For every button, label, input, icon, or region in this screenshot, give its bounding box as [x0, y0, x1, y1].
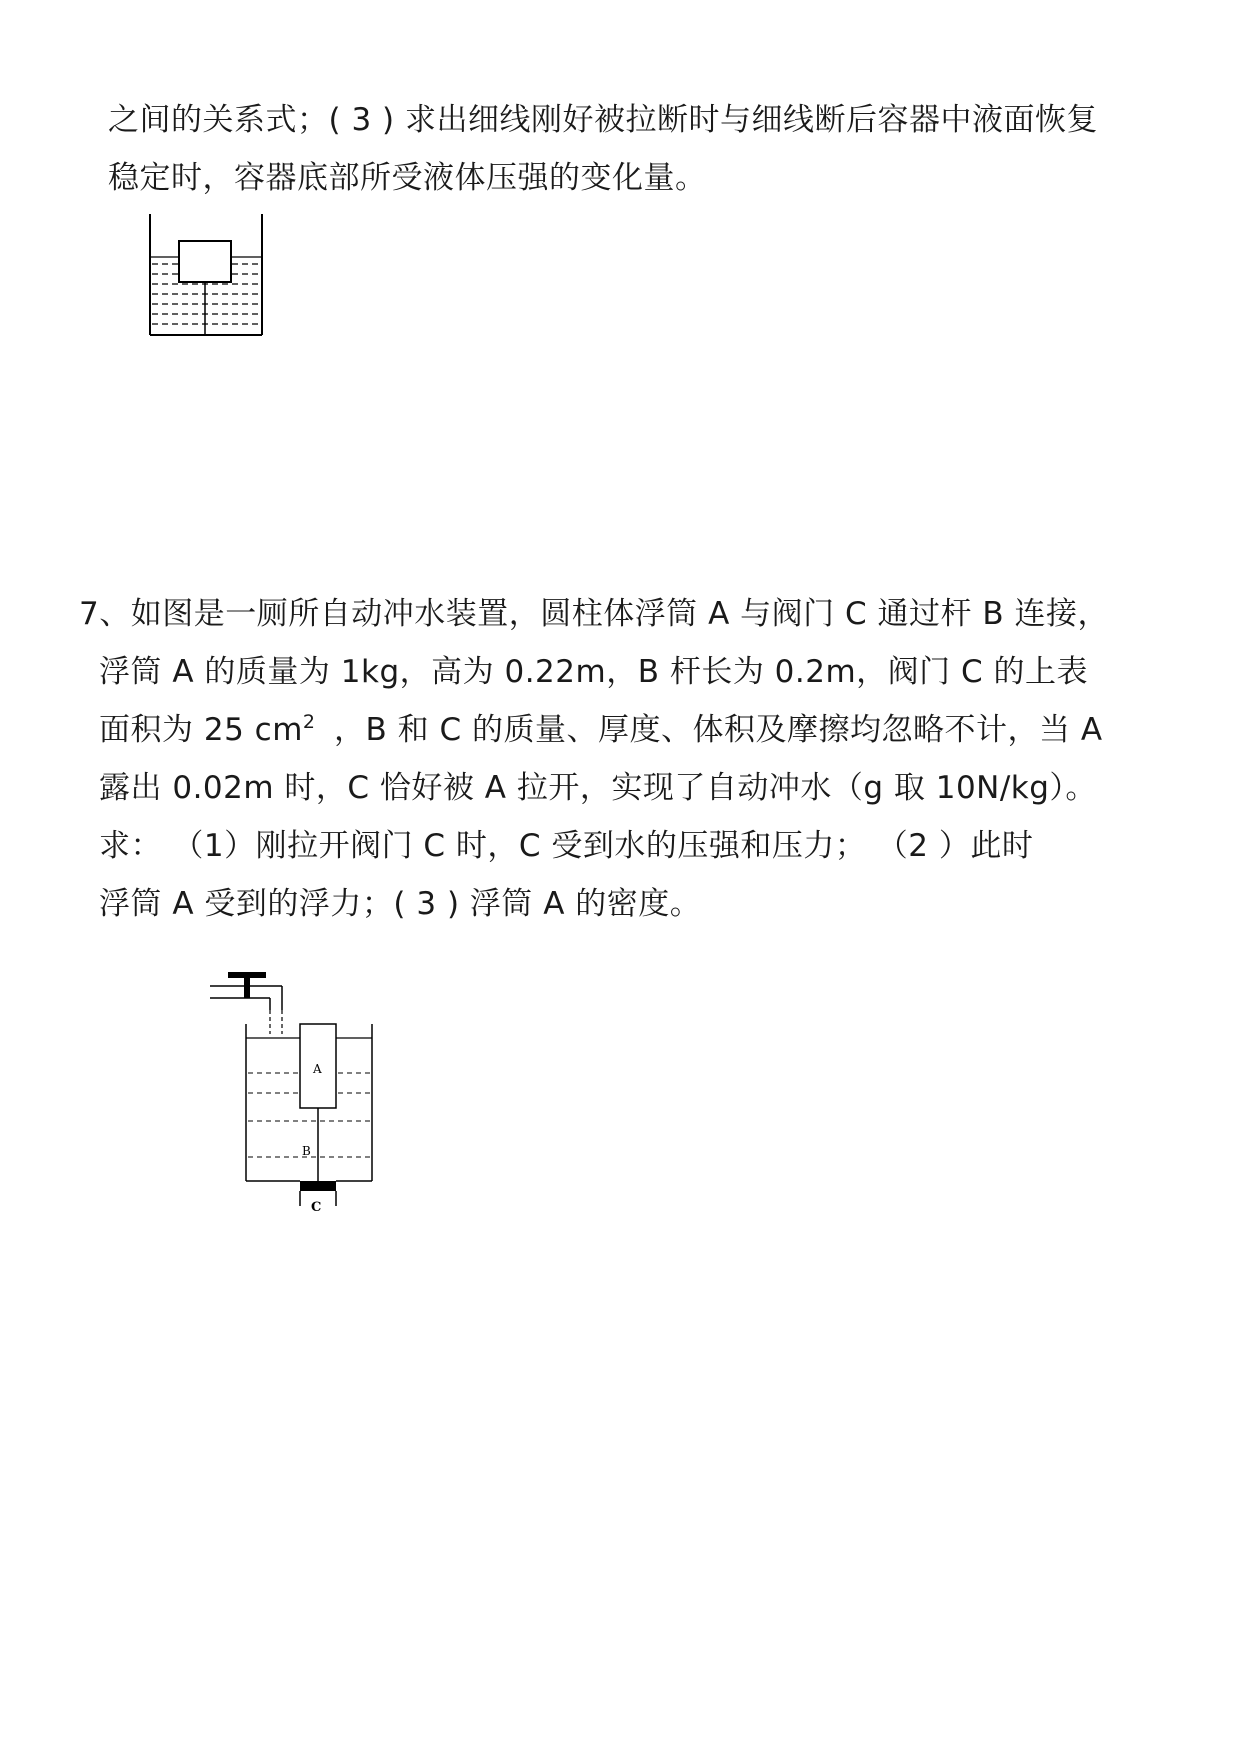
problem7-line-2: 浮筒 A 的质量为 1kg，高为 0.22m，B 杆长为 0.2m，阀门 C 的上表 — [99, 654, 1089, 690]
figure-container-block — [148, 212, 268, 337]
problem7-line-3b: ，B 和 C 的质量、厚度、体积及摩擦均忽略不计，当 A — [334, 712, 1103, 748]
problem7-line-3a — [99, 704, 316, 749]
superscript-2: 2 — [302, 711, 316, 733]
faucet-stem — [244, 976, 250, 998]
problem7-line-6: 浮筒 A 受到的浮力；( 3 ) 浮筒 A 的密度。 — [99, 886, 702, 922]
label-a: A — [313, 1062, 322, 1076]
problem6-line-1: 之间的关系式；( 3 ) 求出细线刚好被拉断时与细线断后容器中液面恢复 — [108, 102, 1098, 138]
label-b: B — [302, 1144, 311, 1158]
area-text: 面积为 25 cm — [99, 712, 303, 748]
label-c: C — [311, 1200, 322, 1215]
figure-flush-device — [208, 968, 388, 1213]
problem7-line-1: 7、如图是一厕所自动冲水装置，圆柱体浮筒 A 与阀门 C 通过杆 B 连接， — [79, 596, 1109, 632]
problem7-line-4: 露出 0.02m 时，C 恰好被 A 拉开，实现了自动冲水（g 取 10N/kg）。 — [99, 770, 1097, 806]
floating-block — [179, 241, 231, 282]
problem6-line-2: 稳定时，容器底部所受液体压强的变化量。 — [108, 160, 707, 196]
valve-c — [300, 1181, 336, 1191]
problem7-line-5: 求： （1）刚拉开阀门 C 时，C 受到水的压强和压力； （2 ）此时 — [99, 828, 1034, 864]
